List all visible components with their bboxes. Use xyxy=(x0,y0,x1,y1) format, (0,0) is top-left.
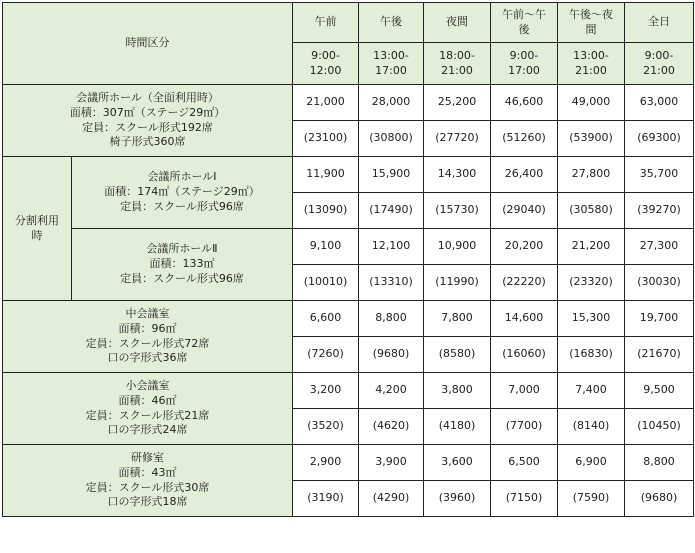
price-cell: 3,800 xyxy=(424,373,491,409)
price-cell: 7,800 xyxy=(424,301,491,337)
price-tax-cell: (4290) xyxy=(359,481,424,517)
price-cell: 27,300 xyxy=(625,229,694,265)
price-cell: 21,200 xyxy=(558,229,625,265)
time-category-header: 時間区分 xyxy=(3,3,293,85)
price-tax-cell: (16060) xyxy=(491,337,558,373)
price-cell: 3,600 xyxy=(424,445,491,481)
price-cell: 14,600 xyxy=(491,301,558,337)
period-header-afternoon-night: 午後～夜 間 xyxy=(558,3,625,43)
period-time-afternoon: 13:00- 17:00 xyxy=(359,43,424,85)
price-tax-cell: (51260) xyxy=(491,121,558,157)
period-time-night: 18:00- 21:00 xyxy=(424,43,491,85)
period-header-morning: 午前 xyxy=(293,3,359,43)
price-tax-cell: (13090) xyxy=(293,193,359,229)
price-cell: 9,500 xyxy=(625,373,694,409)
price-tax-cell: (69300) xyxy=(625,121,694,157)
price-cell: 28,000 xyxy=(359,85,424,121)
price-tax-cell: (22220) xyxy=(491,265,558,301)
price-tax-cell: (21670) xyxy=(625,337,694,373)
room-description: 小会議室 面積：46㎡ 定員：スクール形式21席 口の字形式24席 xyxy=(3,373,293,445)
price-cell: 49,000 xyxy=(558,85,625,121)
price-tax-cell: (8580) xyxy=(424,337,491,373)
price-tax-cell: (3190) xyxy=(293,481,359,517)
room-description: 会議所ホールⅠ 面積：174㎡（ステージ29㎡） 定員：スクール形式96席 xyxy=(72,157,293,229)
price-cell: 26,400 xyxy=(491,157,558,193)
price-tax-cell: (23320) xyxy=(558,265,625,301)
price-tax-cell: (17490) xyxy=(359,193,424,229)
price-cell: 25,200 xyxy=(424,85,491,121)
period-time-allday: 9:00- 21:00 xyxy=(625,43,694,85)
room-description: 会議所ホールⅡ 面積：133㎡ 定員：スクール形式96席 xyxy=(72,229,293,301)
price-tax-cell: (3960) xyxy=(424,481,491,517)
price-cell: 2,900 xyxy=(293,445,359,481)
price-tax-cell: (30580) xyxy=(558,193,625,229)
price-tax-cell: (30030) xyxy=(625,265,694,301)
price-cell: 21,000 xyxy=(293,85,359,121)
price-tax-cell: (16830) xyxy=(558,337,625,373)
price-tax-cell: (7260) xyxy=(293,337,359,373)
price-tax-cell: (13310) xyxy=(359,265,424,301)
price-tax-cell: (4620) xyxy=(359,409,424,445)
price-cell: 3,200 xyxy=(293,373,359,409)
price-tax-cell: (9680) xyxy=(359,337,424,373)
price-cell: 63,000 xyxy=(625,85,694,121)
price-cell: 11,900 xyxy=(293,157,359,193)
price-tax-cell: (53900) xyxy=(558,121,625,157)
price-cell: 3,900 xyxy=(359,445,424,481)
price-cell: 8,800 xyxy=(359,301,424,337)
room-description: 研修室 面積：43㎡ 定員：スクール形式30席 口の字形式18席 xyxy=(3,445,293,517)
period-header-allday: 全日 xyxy=(625,3,694,43)
period-header-morning-afternoon: 午前～午 後 xyxy=(491,3,558,43)
price-cell: 35,700 xyxy=(625,157,694,193)
price-cell: 19,700 xyxy=(625,301,694,337)
price-tax-cell: (7590) xyxy=(558,481,625,517)
period-header-afternoon: 午後 xyxy=(359,3,424,43)
price-cell: 4,200 xyxy=(359,373,424,409)
period-header-night: 夜間 xyxy=(424,3,491,43)
price-tax-cell: (39270) xyxy=(625,193,694,229)
price-cell: 9,100 xyxy=(293,229,359,265)
price-cell: 8,800 xyxy=(625,445,694,481)
price-cell: 7,400 xyxy=(558,373,625,409)
room-description: 中会議室 面積：96㎡ 定員：スクール形式72席 口の字形式36席 xyxy=(3,301,293,373)
price-tax-cell: (3520) xyxy=(293,409,359,445)
price-tax-cell: (9680) xyxy=(625,481,694,517)
price-tax-cell: (8140) xyxy=(558,409,625,445)
price-tax-cell: (4180) xyxy=(424,409,491,445)
price-cell: 20,200 xyxy=(491,229,558,265)
fee-table xyxy=(2,2,694,517)
price-cell: 46,600 xyxy=(491,85,558,121)
price-tax-cell: (11990) xyxy=(424,265,491,301)
price-cell: 6,600 xyxy=(293,301,359,337)
period-time-morning-afternoon: 9:00- 17:00 xyxy=(491,43,558,85)
period-time-morning: 9:00- 12:00 xyxy=(293,43,359,85)
price-cell: 14,300 xyxy=(424,157,491,193)
split-use-label: 分割利用 時 xyxy=(3,157,72,301)
period-time-afternoon-night: 13:00- 21:00 xyxy=(558,43,625,85)
room-description: 会議所ホール（全面利用時） 面積：307㎡（ステージ29㎡） 定員：スクール形式192席 椅子形式360席 xyxy=(3,85,293,157)
price-cell: 7,000 xyxy=(491,373,558,409)
price-tax-cell: (10010) xyxy=(293,265,359,301)
price-tax-cell: (15730) xyxy=(424,193,491,229)
price-cell: 6,500 xyxy=(491,445,558,481)
price-tax-cell: (29040) xyxy=(491,193,558,229)
price-tax-cell: (27720) xyxy=(424,121,491,157)
price-tax-cell: (7700) xyxy=(491,409,558,445)
price-tax-cell: (23100) xyxy=(293,121,359,157)
price-cell: 15,900 xyxy=(359,157,424,193)
price-tax-cell: (7150) xyxy=(491,481,558,517)
price-cell: 6,900 xyxy=(558,445,625,481)
price-tax-cell: (30800) xyxy=(359,121,424,157)
price-cell: 27,800 xyxy=(558,157,625,193)
price-tax-cell: (10450) xyxy=(625,409,694,445)
price-cell: 10,900 xyxy=(424,229,491,265)
price-cell: 12,100 xyxy=(359,229,424,265)
price-cell: 15,300 xyxy=(558,301,625,337)
